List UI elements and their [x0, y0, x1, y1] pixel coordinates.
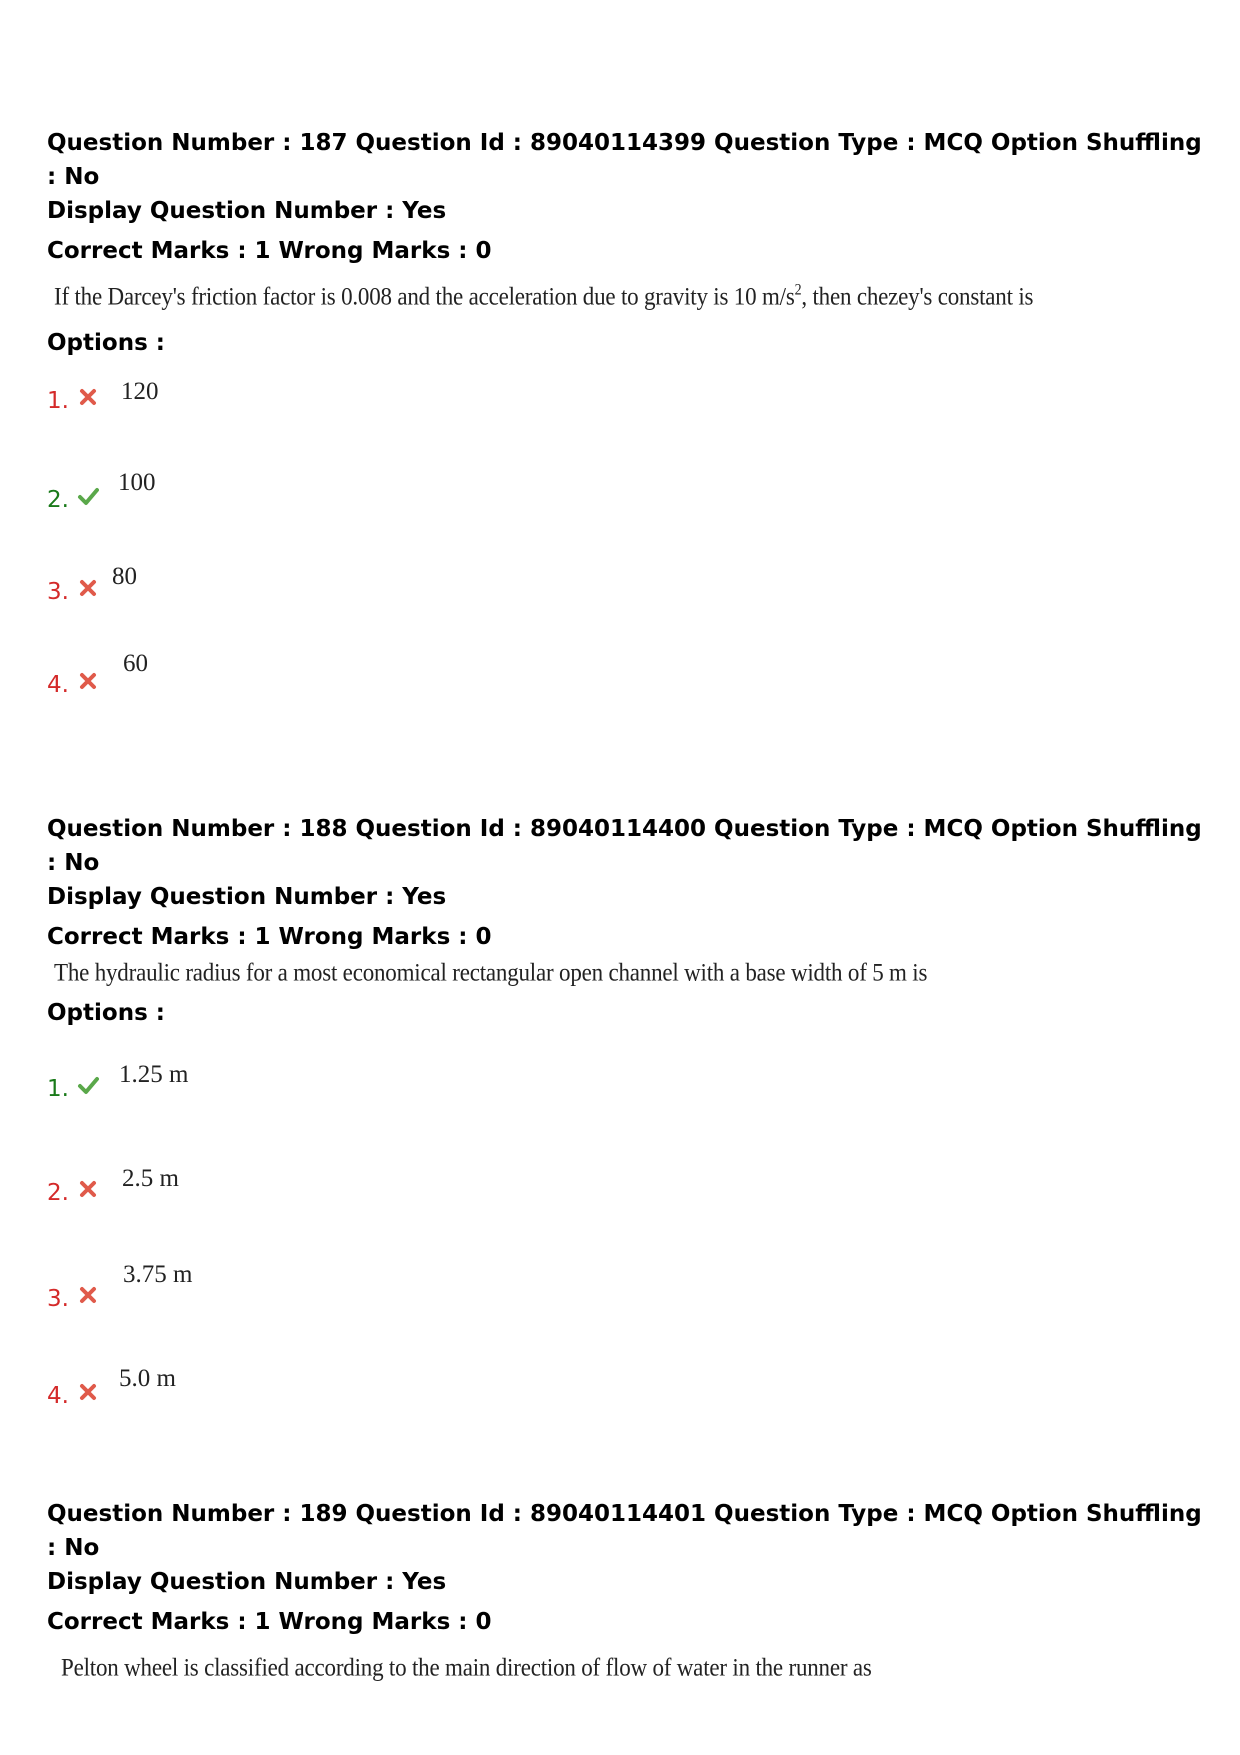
- options-label: Options :: [47, 330, 165, 356]
- option-value: 80: [112, 563, 137, 590]
- option-number: 1.: [47, 1076, 69, 1102]
- question-header: [47, 1497, 1207, 1599]
- question-header: [47, 812, 1207, 914]
- cross-icon: [77, 577, 99, 599]
- question-text-end: , then chezey's constant is: [801, 282, 1034, 310]
- option-number: 1.: [47, 388, 69, 414]
- cross-icon: [77, 1178, 99, 1200]
- option-number: 4.: [47, 672, 69, 698]
- option-value: 1.25 m: [119, 1061, 189, 1088]
- option-value: 3.75 m: [123, 1261, 193, 1288]
- check-icon: [77, 1074, 99, 1096]
- option-value: 5.0 m: [119, 1365, 176, 1392]
- option-value: 2.5 m: [122, 1165, 179, 1192]
- question-text: Pelton wheel is classified according to the main direction of flow of water in the runner as: [61, 1653, 872, 1681]
- option-value: 120: [121, 378, 159, 405]
- option-number: 2.: [47, 487, 69, 513]
- question-header-line1: Question Number : 187 Question Id : 89040114399 Question Type : MCQ Option Shuffling : No: [47, 130, 1202, 190]
- question-header-line2: Display Question Number : Yes: [47, 884, 447, 910]
- question-text: [54, 282, 1207, 311]
- option-value: 60: [123, 650, 148, 677]
- options-label: Options :: [47, 1000, 165, 1026]
- cross-icon: [77, 1381, 99, 1403]
- question-marks: Correct Marks : 1 Wrong Marks : 0: [47, 238, 492, 264]
- option-number: 2.: [47, 1180, 69, 1206]
- option-number: 4.: [47, 1383, 69, 1409]
- question-header: [47, 126, 1207, 228]
- question-text-main: If the Darcey's friction factor is 0.008 and the acceleration due to gravity is 10 m/s: [54, 282, 795, 310]
- cross-icon: [77, 386, 99, 408]
- question-header-line2: Display Question Number : Yes: [47, 1569, 447, 1595]
- option-number: 3.: [47, 1286, 69, 1312]
- question-header-line1: Question Number : 189 Question Id : 89040114401 Question Type : MCQ Option Shuffling : No: [47, 1501, 1202, 1561]
- option-number: 3.: [47, 579, 69, 605]
- cross-icon: [77, 670, 99, 692]
- question-text: The hydraulic radius for a most economical rectangular open channel with a base width of 5 m is: [54, 958, 928, 986]
- question-188: [47, 812, 1207, 1409]
- question-header-line1: Question Number : 188 Question Id : 89040114400 Question Type : MCQ Option Shuffling : No: [47, 816, 1202, 876]
- option-value: 100: [118, 469, 156, 496]
- question-189: [47, 1497, 1207, 1679]
- check-icon: [77, 485, 99, 507]
- question-header-line2: Display Question Number : Yes: [47, 198, 447, 224]
- cross-icon: [77, 1284, 99, 1306]
- question-text-superscript: 2: [794, 282, 802, 300]
- question-marks: Correct Marks : 1 Wrong Marks : 0: [47, 924, 492, 950]
- question-marks: Correct Marks : 1 Wrong Marks : 0: [47, 1609, 492, 1635]
- question-187: [47, 126, 1207, 698]
